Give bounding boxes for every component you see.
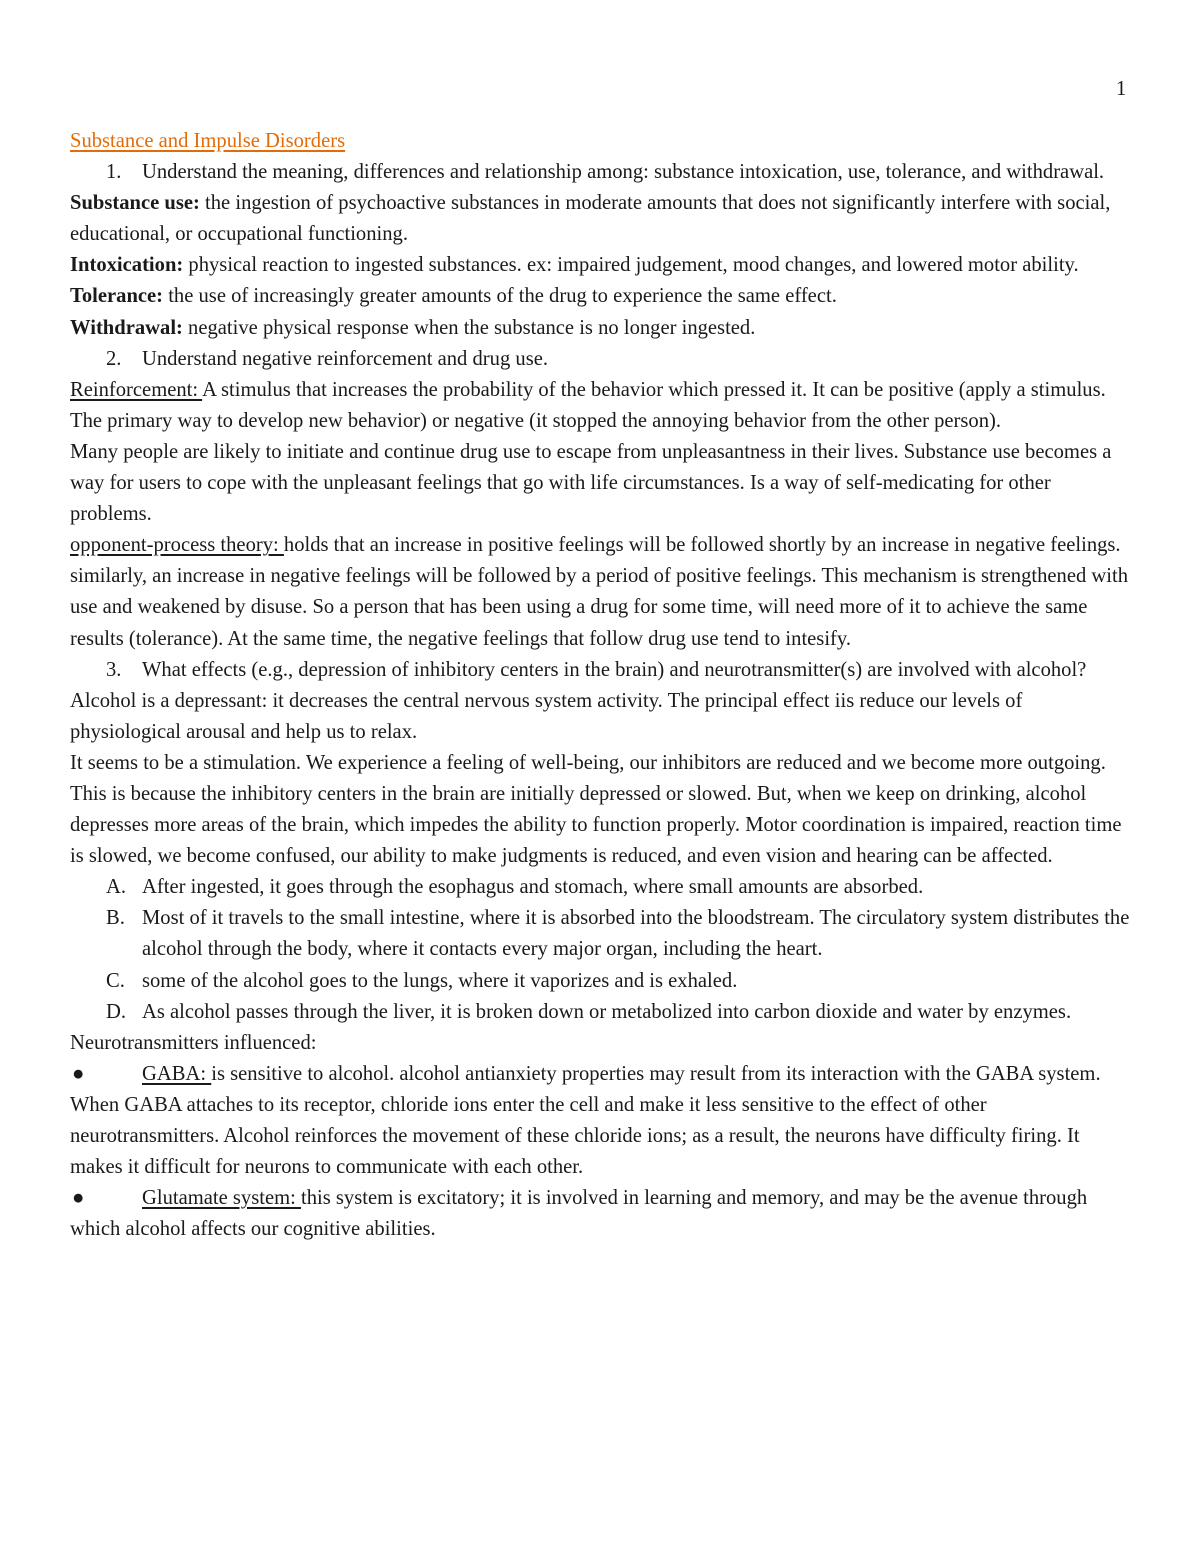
definition-text: the use of increasingly greater amounts of the drug to experience the same effect. (163, 285, 837, 308)
step-marker: A. (106, 876, 127, 899)
section-title (70, 126, 1132, 157)
neurotransmitter-text: is sensitive to alcohol. alcohol antianxiety properties may result from its interaction with the GABA system. When GABA attaches to its receptor, chloride ions enter the cell and make it less sensitive to the effect of other neurotransmitters. Alcohol reinforces the movement of these chloride ions; as a result, the neurons have difficulty firing. It makes it difficult for neurons to communicate with each other. (70, 1062, 1101, 1179)
reinforcement-text: A stimulus that increases the probability of the behavior which pressed it. It can be positive (apply a stimulus. The primary way to develop new behavior) or negative (it stopped the annoying behavior from the other person). (70, 378, 1106, 432)
reinforcement-term: Reinforcement: (70, 378, 203, 401)
neurotransmitter-gaba (70, 1059, 1132, 1183)
question-1 (70, 157, 1132, 188)
step-b (70, 903, 1132, 965)
neurotransmitter-term: GABA: (142, 1062, 212, 1085)
opponent-process-paragraph (70, 530, 1132, 654)
step-d (70, 997, 1132, 1028)
question-2 (70, 344, 1132, 375)
step-text: After ingested, it goes through the esophagus and stomach, where small amounts are absorbed. (142, 876, 924, 899)
bullet-icon: ● (72, 1187, 85, 1210)
step-marker: C. (106, 969, 125, 992)
definition-term: Tolerance: (70, 285, 164, 308)
definition-intoxication (70, 250, 1132, 281)
section-title-text: Substance and Impulse Disorders (70, 130, 346, 152)
document-body (70, 126, 1132, 1245)
step-a (70, 872, 1132, 903)
reinforcement-paragraph (70, 375, 1132, 437)
definition-tolerance (70, 281, 1132, 312)
bullet-icon: ● (72, 1062, 85, 1085)
question-text: Understand negative reinforcement and drug use. (142, 347, 549, 370)
alcohol-stimulation-paragraph: It seems to be a stimulation. We experience a feeling of well-being, our inhibitors are reduced and we become more outgoing. This is because the inhibitory centers in the brain are initially depressed or slowed. But, when we keep on drinking, alcohol depresses more areas of the brain, which impedes the ability to function properly. Motor coordination is impaired, reaction time is slowed, we become confused, our ability to make judgments is reduced, and even vision and hearing can be affected. (70, 751, 1122, 868)
definition-term: Substance use: (70, 192, 200, 215)
neurotransmitter-text: this system is excitatory; it is involved in learning and memory, and may be the avenue through which alcohol affects our cognitive abilities. (70, 1187, 1088, 1241)
step-text: some of the alcohol goes to the lungs, where it vaporizes and is exhaled. (142, 969, 738, 992)
definition-text: physical reaction to ingested substances. ex: impaired judgement, mood changes, and lowered motor ability. (183, 254, 1079, 277)
definition-withdrawal (70, 313, 1132, 344)
neurotransmitter-term: Glutamate system: (142, 1187, 301, 1210)
question-text: What effects (e.g., depression of inhibitory centers in the brain) and neurotransmitter(s) are involved with alcohol? (142, 658, 1087, 681)
definition-text: the ingestion of psychoactive substances in moderate amounts that does not significantly interfere with social, educational, or occupational functioning. (70, 192, 1111, 246)
step-text: As alcohol passes through the liver, it is broken down or metabolized into carbon dioxide and water by enzymes. (142, 1000, 1072, 1023)
step-marker: D. (106, 1000, 127, 1023)
question-marker: 1. (106, 161, 122, 184)
opponent-process-text: holds that an increase in positive feelings will be followed shortly by an increase in negative feelings. similarly, an increase in negative feelings will be followed by a period of positive feelings. This mechanism is strengthened with use and weakened by disuse. So a person that has been using a drug for some time, will need more of it to achieve the same results (tolerance). At the same time, the negative feelings that follow drug use tend to intesify. (70, 534, 1129, 650)
question-text: Understand the meaning, differences and relationship among: substance intoxication, use, tolerance, and withdrawal. (142, 161, 1105, 184)
definition-term: Intoxication: (70, 254, 184, 277)
opponent-process-term: opponent-process theory: (70, 534, 284, 557)
step-marker: B. (106, 907, 125, 930)
step-text: Most of it travels to the small intestine, where it is absorbed into the bloodstream. The circulatory system distributes the alcohol through the body, where it contacts every major organ, including the heart. (142, 907, 1130, 961)
question-marker: 3. (106, 658, 122, 681)
neurotransmitter-glutamate (70, 1183, 1132, 1245)
definition-substance-use (70, 188, 1132, 250)
definition-term: Withdrawal: (70, 316, 183, 339)
step-c (70, 966, 1132, 997)
page-number: 1 (1116, 78, 1127, 100)
question-marker: 2. (106, 347, 122, 370)
definition-text: negative physical response when the substance is no longer ingested. (182, 316, 756, 339)
question-3 (70, 655, 1132, 686)
neurotransmitters-heading: Neurotransmitters influenced: (70, 1031, 317, 1054)
escape-paragraph: Many people are likely to initiate and continue drug use to escape from unpleasantness in their lives. Substance use becomes a way for users to cope with the unpleasant feelings that go with life circumstances. Is a way of self-medicating for other problems. (70, 440, 1112, 526)
alcohol-depressant-paragraph: Alcohol is a depressant: it decreases the central nervous system activity. The principal effect iis reduce our levels of physiological arousal and help us to relax. (70, 689, 1023, 743)
